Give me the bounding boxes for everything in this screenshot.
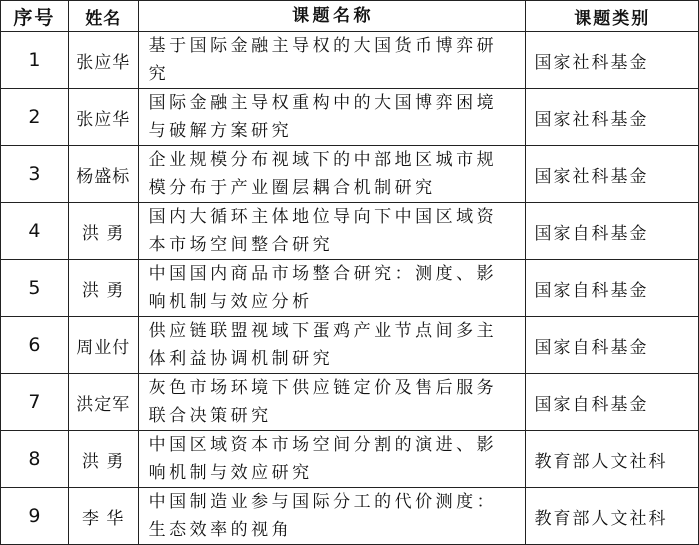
row-no: 8 [1, 431, 69, 488]
row-name: 李 华 [68, 488, 138, 545]
row-title: 国内大循环主体地位导向下中国区域资本市场空间整合研究 [138, 203, 526, 260]
header-title: 课题名称 [138, 1, 526, 32]
row-no: 5 [1, 260, 69, 317]
row-type: 教育部人文社科 [526, 431, 699, 488]
row-type: 国家自科基金 [526, 203, 699, 260]
row-name: 洪 勇 [68, 431, 138, 488]
header-no: 序号 [1, 1, 69, 32]
table-row [1, 89, 699, 146]
row-no: 7 [1, 374, 69, 431]
row-title: 中国区域资本市场空间分割的演进、影响机制与效应研究 [138, 431, 526, 488]
row-name: 张应华 [68, 32, 138, 89]
table-row [1, 431, 699, 488]
row-name: 洪定军 [68, 374, 138, 431]
header-name: 姓名 [68, 1, 138, 32]
table-row [1, 317, 699, 374]
row-type: 教育部人文社科 [526, 488, 699, 545]
table-row [1, 488, 699, 545]
row-title: 中国制造业参与国际分工的代价测度：生态效率的视角 [138, 488, 526, 545]
row-title: 灰色市场环境下供应链定价及售后服务联合决策研究 [138, 374, 526, 431]
row-name: 洪 勇 [68, 260, 138, 317]
table-row [1, 374, 699, 431]
row-no: 1 [1, 32, 69, 89]
row-title: 供应链联盟视域下蛋鸡产业节点间多主体利益协调机制研究 [138, 317, 526, 374]
row-name: 张应华 [68, 89, 138, 146]
row-name: 周业付 [68, 317, 138, 374]
row-type: 国家社科基金 [526, 89, 699, 146]
row-title: 国际金融主导权重构中的大国博弈困境与破解方案研究 [138, 89, 526, 146]
header-row [1, 1, 699, 32]
table-row [1, 260, 699, 317]
row-name: 洪 勇 [68, 203, 138, 260]
table-row [1, 32, 699, 89]
row-no: 6 [1, 317, 69, 374]
row-type: 国家自科基金 [526, 260, 699, 317]
row-no: 4 [1, 203, 69, 260]
row-type: 国家自科基金 [526, 317, 699, 374]
row-title: 中国国内商品市场整合研究：测度、影响机制与效应分析 [138, 260, 526, 317]
row-title: 企业规模分布视域下的中部地区城市规模分布于产业圈层耦合机制研究 [138, 146, 526, 203]
table-row [1, 146, 699, 203]
row-no: 2 [1, 89, 69, 146]
row-type: 国家自科基金 [526, 374, 699, 431]
table-row [1, 203, 699, 260]
row-name: 杨盛标 [68, 146, 138, 203]
row-type: 国家社科基金 [526, 32, 699, 89]
header-type: 课题类别 [526, 1, 699, 32]
row-no: 3 [1, 146, 69, 203]
row-type: 国家社科基金 [526, 146, 699, 203]
row-no: 9 [1, 488, 69, 545]
row-title: 基于国际金融主导权的大国货币博弈研究 [138, 32, 526, 89]
